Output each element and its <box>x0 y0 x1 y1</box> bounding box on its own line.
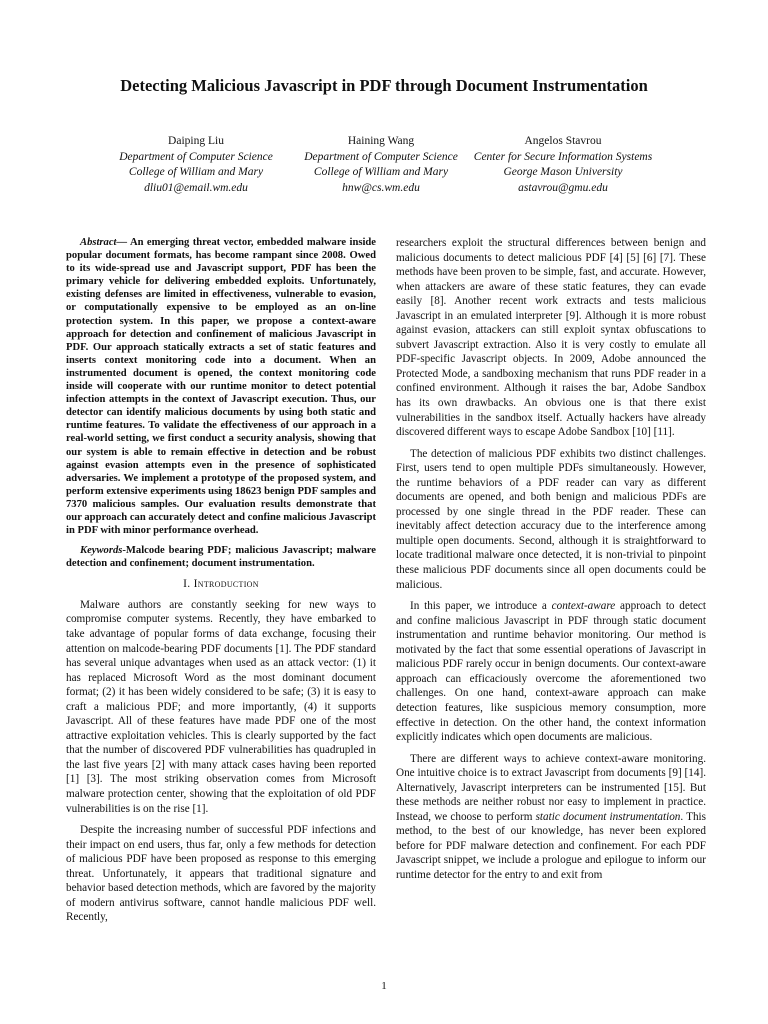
text-run: . This method, to the best of our knowledge, has never been explored before for PDF malware detection and confinement. For each PDF Javascript snippet, we include a prologue and epilogue to inform our runtime detector for the entry to and exit from <box>396 810 707 881</box>
body-paragraph: The detection of malicious PDF exhibits two distinct challenges. First, users tend to open multiple PDFs simultaneously. However, the runtime behaviors of a PDF reader can vary as different documents are opened, and both benign and malicious PDFs are processed by one single thread in the PDF reader. These can inevitably affect detection accuracy due to the interference among multiple open documents. Second, although it is straightforward to locate traditional malware once detected, it is non-trivial to pinpoint these malicious PDF documents since all open documents could be malicious. <box>396 447 706 591</box>
emphasis-text: context-aware <box>551 600 616 613</box>
author-block-3 <box>453 134 673 196</box>
paper-title: Detecting Malicious Javascript in PDF through Document Instrumentation <box>120 76 648 95</box>
page-number: 1 <box>381 980 387 992</box>
abstract-text: An emerging threat vector, embedded malware inside popular document formats, has become rampant since 2008. Owed to its wide-spread use and Javascript support, PDF has been the primary vehicle for delivering embedded exploits. Unfortunately, existing defenses are limited in effectiveness, vulnerable to evasion, or computationally expensive to be employed as an on-line protection system. In this paper, we propose a context-aware approach for detection and confinement of malicious Javascript in PDF. Our approach statically extracts a set of static features and inserts context monitoring code into a document. When an instrumented document is opened, the context monitoring code inside will cooperate with our runtime monitor to detect potential infection attempts in the context of Javascript execution. Thus, our detector can identify malicious documents by using both static and runtime features. To validate the effectiveness of our approach in a real-world setting, we first conduct a security analysis, showing that our system is able to remain effective in detection and be robust against evasion attempts even in the presence of sophisticated adversaries. We implement a prototype of the proposed system, and perform extensive experiments using 18623 benign PDF samples and 7370 malicious samples. Our evaluation results demonstrate that our approach can accurately detect and confine malicious Javascript in PDF with minor performance overhead. <box>66 237 376 537</box>
abstract <box>66 236 376 537</box>
author-affiliation: College of William and Mary <box>128 166 264 178</box>
author-email: dliu01@email.wm.edu <box>144 181 248 194</box>
emphasis-text: static document instrumentation <box>535 810 681 823</box>
author-affiliation: Center for Secure Information Systems <box>473 150 653 163</box>
author-name: Daiping Liu <box>168 135 224 147</box>
author-name: Haining Wang <box>347 135 415 147</box>
abstract-label: Abstract— <box>80 237 128 248</box>
keywords <box>66 544 376 570</box>
author-email: astavrou@gmu.edu <box>518 181 608 194</box>
body-paragraph <box>396 599 706 744</box>
body-paragraph: Despite the increasing number of successful PDF infections and their impact on end users, thus far, only a few methods for detection of malicious PDF have been proposed as response to this emerging threat. Unfortunately, it appears that traditional signature and behavior based detection methods, which are favored by the majority of modern antivirus software, cannot handle malicious PDF well. Recently, <box>66 824 376 924</box>
body-paragraph <box>396 752 706 883</box>
author-affiliation: George Mason University <box>503 166 623 178</box>
author-affiliation: Department of Computer Science <box>119 150 273 163</box>
right-column <box>396 236 706 890</box>
keywords-text: -Malcode bearing PDF; malicious Javascript; malware detection and confinement; document instrumentation. <box>66 545 376 570</box>
author-affiliation: Department of Computer Science <box>304 150 458 163</box>
section-heading: I. Introduction <box>183 578 259 591</box>
left-column <box>66 236 376 932</box>
text-run: In this paper, we introduce a <box>410 600 552 613</box>
body-paragraph: Malware authors are constantly seeking for new ways to compromise computer systems. Recently, they have embarked to take advantage of popular forms of data exchange, focusing their attention on malcode-bearing PDF documents [1]. The PDF standard has several unique advantages when used as an attack vector: (1) it has replaced Microsoft Word as the most dominant document format; (2) it has been widely considered to be safe; (3) it is easy to craft a malicious PDF; and more importantly, (4) it supports Javascript. All of these features have made PDF one of the most attractive exploitation vehicles. This is clearly supported by the fact that the number of discovered PDF vulnerabilities has quadrupled in the last five years [2] with many attack cases having been reported [1] [3]. The most striking observation comes from Microsoft malware protection center, showing that the exploitation of old PDF vulnerabilities is on the rise [1]. <box>66 598 376 815</box>
text-run: approach to detect and confine malicious Javascript in PDF through static document instrumentation and runtime behavior monitoring. Our method is motivated by the fact that some essential operations of Javascript in malicious PDF rarely occur in benign documents. Our context-aware approach can efficaciously overcome the aforementioned two challenges. On one hand, context-aware approach can make detection features, like suspicious memory consumption, more effective in detection. On the other hand, the context information explicitly indicates which open documents are malicious. <box>396 600 707 744</box>
author-name: Angelos Stavrou <box>524 135 602 147</box>
author-email: hnw@cs.wm.edu <box>342 181 420 194</box>
keywords-label: Keywords <box>80 545 123 557</box>
body-paragraph: researchers exploit the structural differences between benign and malicious documents to detect malicious PDF [4] [5] [6] [7]. These methods have been proven to be simple, fast, and accurate. However, when attackers are aware of these static features, they can evade easily [8]. Another recent work extracts and tests malicious Javascript in an emulated interpreter [9]. Although it is more robust against evasion, attackers can still exploit syntax obfuscations to subvert Javascript extraction. Also it is very costly to emulate all PDF-specific Javascript objects. In 2009, Adobe announced the Protected Mode, a sandboxing mechanism that runs PDF reader in a confined environment. Although it raises the bar, Adobe Sandbox has its own drawbacks. An obvious one is that there exist vulnerabilities in the sandbox itself. Actually hackers have already discovered different ways to escape Adobe Sandbox [10] [11]. <box>396 237 706 439</box>
author-affiliation: College of William and Mary <box>313 166 449 178</box>
text-run: There are different ways to achieve context-aware monitoring. One intuitive choice is to extract Javascript from documents [9] [14]. Alternatively, Javascript interpreters can be instrumented [15]. But these methods are neither robust nor easy to implement in practice. Instead, we choose to perform <box>396 752 706 823</box>
